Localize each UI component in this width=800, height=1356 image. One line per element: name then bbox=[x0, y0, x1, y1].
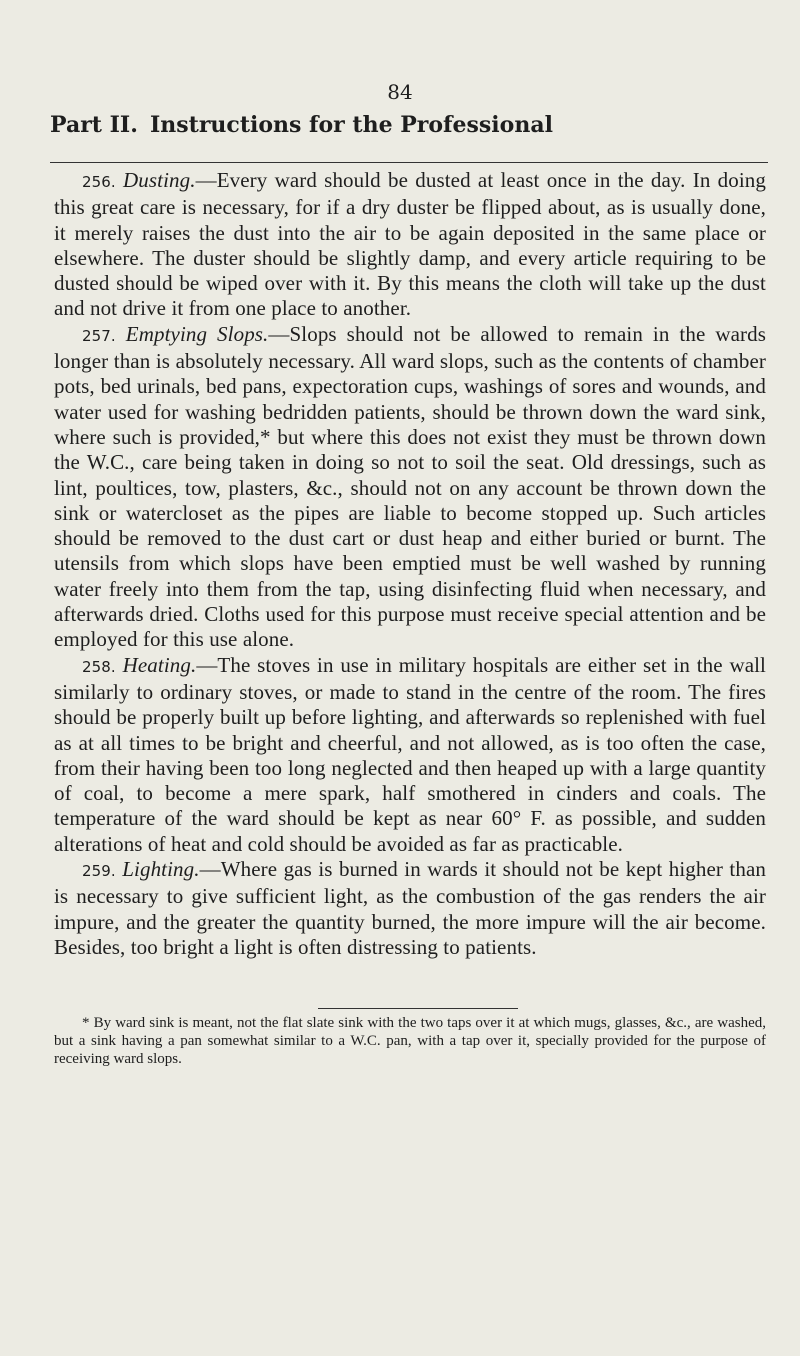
paragraph-text: —The stoves in use in military hospitals are either set in the wall similarly to ordinary stoves, or made to stand in the centre of the room. The fires should be properly built up before lighting, and afterwards so replenished with fuel as at all times to be bright and cheerful, and not allowed, as is too often the case, from their having been too long neglected and then heaped up with a large quantity of coal, to become a mere spark, half smothered in cinders and coals. The temperature of the ward should be kept as near 60° F. as possible, and sudden alterations of heat and cold should be avoided as far as practicable. bbox=[54, 652, 766, 856]
paragraph-259 bbox=[54, 857, 766, 960]
paragraph-256 bbox=[54, 168, 766, 322]
paragraph-number: 256. bbox=[82, 173, 116, 191]
paragraph-text: —Slops should not be allowed to remain in the wards longer than is absolutely necessary. All ward slops, such as the contents of chamber pots, bed urinals, bed pans, expectoration cups, washings of sores and wounds, and water used for washing bedridden patients, should be thrown down the ward sink, where such is provided,* but where this does not exist they must be thrown down the W.C., care being taken in doing so not to soil the seat. Old dressings, such as lint, poultices, tow, plasters, &c., should not on any account be thrown down the sink or watercloset as the pipes are liable to become stopped up. Such articles should be removed to the dust cart or dust heap and either buried or burnt. The utensils from which slops have been emptied must be well washed by running water freely into them from the tap, using disinfecting fluid when necessary, and afterwards dried. Cloths used for this purpose must receive special attention and be employed for this use alone. bbox=[54, 321, 766, 652]
header-rule bbox=[50, 162, 768, 163]
paragraph-number: 257. bbox=[82, 326, 116, 345]
running-title: Instructions for the Professional bbox=[150, 112, 553, 138]
paragraph-heading: Dusting. bbox=[123, 168, 196, 192]
paragraph-heading: Lighting. bbox=[122, 857, 200, 882]
paragraph-257 bbox=[54, 322, 766, 653]
paragraph-258 bbox=[54, 653, 766, 857]
footnote bbox=[54, 1014, 766, 1068]
paragraph-heading: Heating. bbox=[122, 652, 197, 677]
paragraph-text: —Where gas is burned in wards it should not be kept higher than is necessary to give sufficient light, as the combustion of the gas renders the air impure, and the greater the quantity burned, the more impure will the air become. Besides, too bright a light is often distressing to patients. bbox=[54, 857, 766, 959]
body-text bbox=[54, 168, 766, 960]
running-header bbox=[50, 112, 770, 144]
footnote-text: By ward sink is meant, not the flat slate sink with the two taps over it at which mugs, glasses, &c., are washed, but a sink having a pan somewhat similar to a W.C. pan, with a tap over it, specially provided for the purpose of receiving ward slops. bbox=[54, 1015, 766, 1067]
footnote-marker: * bbox=[82, 1015, 90, 1031]
paragraph-text: —Every ward should be dusted at least once in the day. In doing this great care is necessary, for if a dry duster be flipped about, as is usually done, it merely raises the dust into the air to be again deposited in the same place or elsewhere. The duster should be slightly damp, and every article requiring to be dusted should be wiped over with it. By this means the cloth will take up the dust and not drive it from one place to another. bbox=[54, 168, 766, 321]
footnote-rule bbox=[318, 1008, 518, 1009]
paragraph-heading: Emptying Slops. bbox=[125, 321, 269, 346]
page-number: 84 bbox=[387, 80, 413, 104]
part-label: Part II. bbox=[50, 112, 138, 138]
paragraph-number: 258. bbox=[82, 657, 116, 676]
paragraph-number: 259. bbox=[82, 862, 116, 881]
